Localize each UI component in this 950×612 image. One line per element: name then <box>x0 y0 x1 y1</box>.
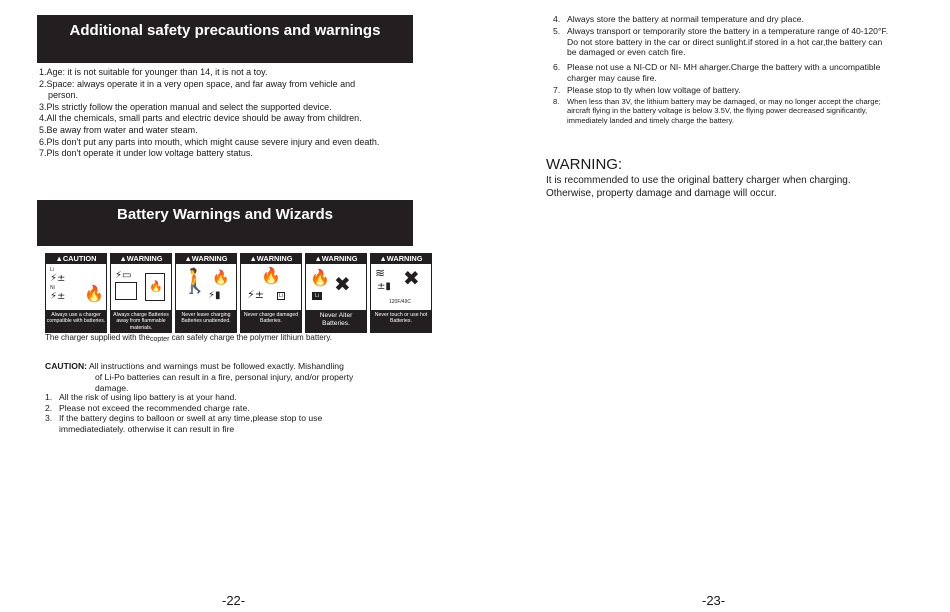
point-number: 1. <box>45 392 53 402</box>
card-footer: Never leave charging Batteries unattended. <box>176 310 236 332</box>
list-item: 4.All the chemicals, small parts and electric device should be away from children. <box>39 113 362 124</box>
card-header: ▲WARNING <box>371 254 431 264</box>
warning-card <box>370 253 432 333</box>
list-item: 7.Pls don't operate it under low voltage battery status. <box>39 148 253 159</box>
alter-battery-icon: 🔥 ✖ Li <box>310 268 351 299</box>
warning-cards-row <box>45 253 432 333</box>
list-item <box>45 424 415 435</box>
ni-label: Ni <box>50 285 55 291</box>
card-footer: Never charge damaged Batteries. <box>241 310 301 332</box>
point-number: 3. <box>45 413 53 424</box>
item-number: 4. <box>553 14 561 24</box>
list-item <box>553 26 893 58</box>
list-item: 3.Pls strictly follow the operation manual and select the supported device. <box>39 101 332 112</box>
item-number: 8. <box>553 96 560 106</box>
list-item <box>553 97 893 126</box>
charger-compatibility-icon: Li ⚡± Ni ⚡± 🔥 <box>50 267 104 303</box>
point-text: Please not exceed the recommended charge rate. <box>59 402 250 413</box>
damaged-battery-icon: 🔥 ⚡± Li <box>247 266 283 301</box>
item-text: Always transport or temporarily store the battery in a temperature range of 40-120°F. Do not store battery in the car or direct sunlight.if stored in a hot car,the battery can be damaged or even catch fire. <box>567 25 889 58</box>
unattended-charging-icon: 🚶 🔥 ⚡▮ <box>180 267 230 301</box>
card-footer: Never Alter Batteries. <box>306 310 366 332</box>
battery-warnings-banner <box>37 200 413 246</box>
safety-precautions-list <box>39 67 419 160</box>
warning-card <box>240 253 302 333</box>
list-item <box>553 62 893 84</box>
temperature-label: 120F/49C <box>389 299 411 305</box>
item-number: 7. <box>553 84 561 95</box>
caution-label: CAUTION: <box>45 361 88 371</box>
point-text: If the battery degins to balloon or swell at any time,please stop to use <box>59 413 323 424</box>
charger-note-copter: copter <box>149 336 170 343</box>
card-footer: Always charge Batteries away from flammable materials. <box>111 310 171 332</box>
li-label: Li <box>50 267 54 273</box>
list-item: 5.Be away from water and water steam. <box>39 124 198 135</box>
warning-line-1: It is recommended to use the original battery charger when charging. <box>546 175 851 186</box>
point-text: All the risk of using lipo battery is at your hand. <box>59 392 237 402</box>
item-number: 5. <box>553 25 561 36</box>
caution-block <box>45 361 415 393</box>
item-number: 6. <box>553 62 561 73</box>
warning-card <box>305 253 367 333</box>
battery-storage-list <box>553 14 893 126</box>
point-text: immediatediately. otherwise it can result in fire <box>59 423 235 434</box>
battery-warnings-title: Battery Warnings and Wizards <box>116 206 333 223</box>
list-item: person. <box>48 90 79 101</box>
item-text: When less than 3V, the lithium battery may be damaged, or may no longer accept the charge; aircraft flying in the battery voltage is below 3.5V, the flying power decreased significantly, immediately landed and timely charge the battery. <box>567 96 881 125</box>
card-footer: Always use a charger compatible with batteries. <box>46 310 106 332</box>
safety-precautions-banner <box>37 15 413 63</box>
safety-precautions-title: Additional safety precautions and warnings <box>69 22 381 39</box>
charger-note <box>45 333 332 342</box>
list-item: 6.Pls don't put any parts into mouth, which might cause severe injury and even death. <box>39 136 380 147</box>
caution-text-2: of Li-Po batteries can result in a fire, personal injury, and/or property <box>95 371 354 382</box>
warning-card <box>175 253 237 333</box>
hot-battery-icon: ≋ ✖ ±▮ 120F/49C <box>375 266 420 305</box>
charger-note-end: can safely charge the polymer lithium battery. <box>171 333 333 342</box>
charger-note-start: The charger supplied with the <box>45 333 150 342</box>
flammable-materials-icon: ⚡▭ 🔥 <box>111 264 171 308</box>
warning-title: WARNING: <box>546 156 623 173</box>
item-text: Please stop to tly when low voltage of battery. <box>567 84 741 95</box>
list-item: 1.Age: it is not suitable for younger than 14, it is not a toy. <box>39 67 268 77</box>
page-number-right: -23- <box>702 593 726 608</box>
caution-points <box>45 392 415 434</box>
card-header: ▲WARNING <box>306 254 366 264</box>
item-text: Always store the battery at normail temperature and dry place. <box>567 14 804 24</box>
card-header: ▲CAUTION <box>46 254 106 264</box>
list-item: 2.Space: always operate it in a very open space, and far away from vehicle and <box>39 78 356 89</box>
item-text: Please not use a NI-CD or NI- MH aharger.Charge the battery with a uncompatible charger may cause fire. <box>567 62 881 83</box>
warning-card <box>45 253 107 333</box>
list-item <box>45 413 415 424</box>
warning-line-2: Otherwise, property damage and damage will occur. <box>546 188 777 199</box>
card-header: ▲WARNING <box>241 254 301 264</box>
li-label: Li <box>279 293 283 299</box>
li-label: Li <box>312 292 322 300</box>
card-header: ▲WARNING <box>176 254 236 264</box>
caution-text-3: damage. <box>95 382 129 393</box>
list-item <box>45 392 415 403</box>
list-item <box>553 14 893 25</box>
page-number-left: -22- <box>222 593 246 608</box>
card-header: ▲WARNING <box>111 254 171 264</box>
point-number: 2. <box>45 402 53 413</box>
warning-card <box>110 253 172 333</box>
list-item <box>553 85 893 96</box>
caution-text: All instructions and warnings must be followed exactly. Mishandling <box>88 361 344 371</box>
list-item <box>45 403 415 414</box>
card-footer: Never touch or use hot Batteries. <box>371 310 431 332</box>
